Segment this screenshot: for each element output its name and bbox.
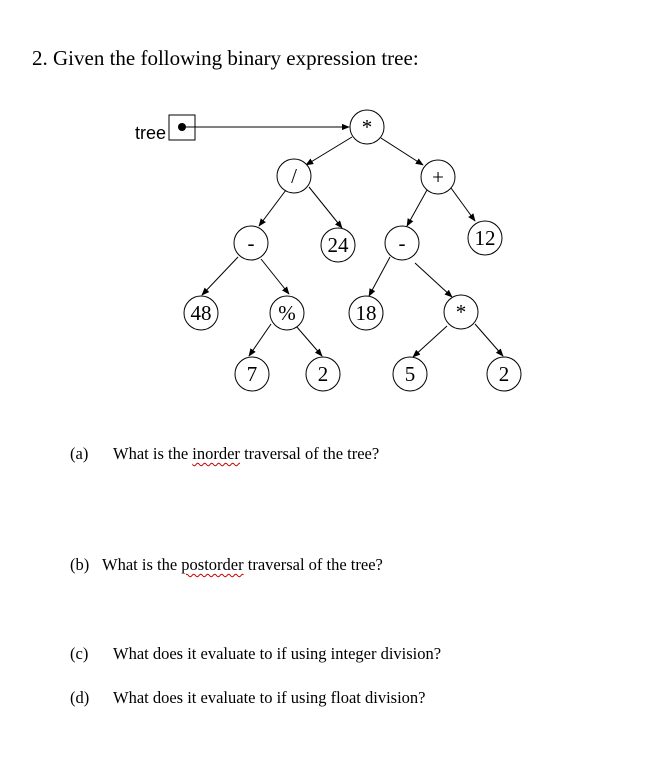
svg-text:/: / <box>291 164 297 188</box>
svg-text:18: 18 <box>355 301 377 325</box>
part-a <box>70 444 379 464</box>
svg-text:48: 48 <box>190 301 212 325</box>
edge-mod-7 <box>249 324 271 356</box>
tree-node-2-right <box>487 357 521 391</box>
tree-node-div <box>277 159 311 193</box>
svg-text:*: * <box>361 115 373 139</box>
part-d <box>70 688 426 708</box>
edge-minus-18 <box>369 257 390 296</box>
svg-text:24: 24 <box>327 233 349 257</box>
svg-text:*: * <box>455 300 467 324</box>
tree-node-5 <box>393 357 427 391</box>
tree-node-minus-left <box>234 226 268 260</box>
edge-plus-12 <box>451 188 475 221</box>
svg-text:+: + <box>432 165 444 189</box>
tree-node-12 <box>468 221 502 255</box>
part-b-label: (b) <box>70 555 90 574</box>
tree-node-48 <box>184 296 218 330</box>
part-a-text-pre: What is the <box>113 444 193 463</box>
tree-node-minus-right <box>385 226 419 260</box>
edge-mod-2 <box>296 326 322 356</box>
edge-div-24 <box>309 187 342 228</box>
part-b-text-post: traversal of the tree? <box>243 555 383 574</box>
edge-mult-2 <box>475 324 503 356</box>
tree-pointer-label: tree <box>135 123 167 143</box>
part-b <box>70 555 383 575</box>
edge-minus-48 <box>202 257 238 295</box>
svg-text:12: 12 <box>474 226 496 250</box>
tree-node-plus <box>421 160 455 194</box>
tree-pointer-dot <box>178 123 186 131</box>
svg-text:2: 2 <box>498 362 510 386</box>
part-c-text: What does it evaluate to if using integer division? <box>113 644 442 663</box>
tree-node-24 <box>321 228 355 262</box>
part-a-keyword: inorder <box>192 444 240 463</box>
part-c <box>70 644 441 664</box>
edge-minus-mult <box>415 263 452 297</box>
question-heading: 2. Given the following binary expression tree: <box>32 46 419 70</box>
tree-node-mod <box>270 296 304 330</box>
part-c-label: (c) <box>70 644 89 663</box>
svg-text:2: 2 <box>317 362 329 386</box>
edge-root-div <box>306 137 352 165</box>
tree-node-root <box>350 110 384 144</box>
svg-text:-: - <box>247 231 255 255</box>
edge-minus-mod <box>261 259 289 294</box>
edge-plus-minus <box>407 190 427 226</box>
part-a-text-post: traversal of the tree? <box>239 444 380 463</box>
part-d-label: (d) <box>70 688 90 707</box>
part-b-keyword: postorder <box>181 555 244 574</box>
tree-node-7 <box>235 357 269 391</box>
part-b-text-pre: What is the <box>102 555 182 574</box>
tree-node-18 <box>349 296 383 330</box>
part-d-text: What does it evaluate to if using float division? <box>113 688 426 707</box>
svg-text:7: 7 <box>246 362 258 386</box>
edge-mult-5 <box>413 326 447 357</box>
edge-root-plus <box>381 138 423 165</box>
edge-div-minus <box>259 190 286 226</box>
part-a-label: (a) <box>70 444 89 463</box>
svg-text:-: - <box>398 231 406 255</box>
svg-text:5: 5 <box>404 362 416 386</box>
svg-text:%: % <box>278 301 296 325</box>
tree-node-2-left <box>306 357 340 391</box>
tree-node-mult <box>444 295 478 329</box>
